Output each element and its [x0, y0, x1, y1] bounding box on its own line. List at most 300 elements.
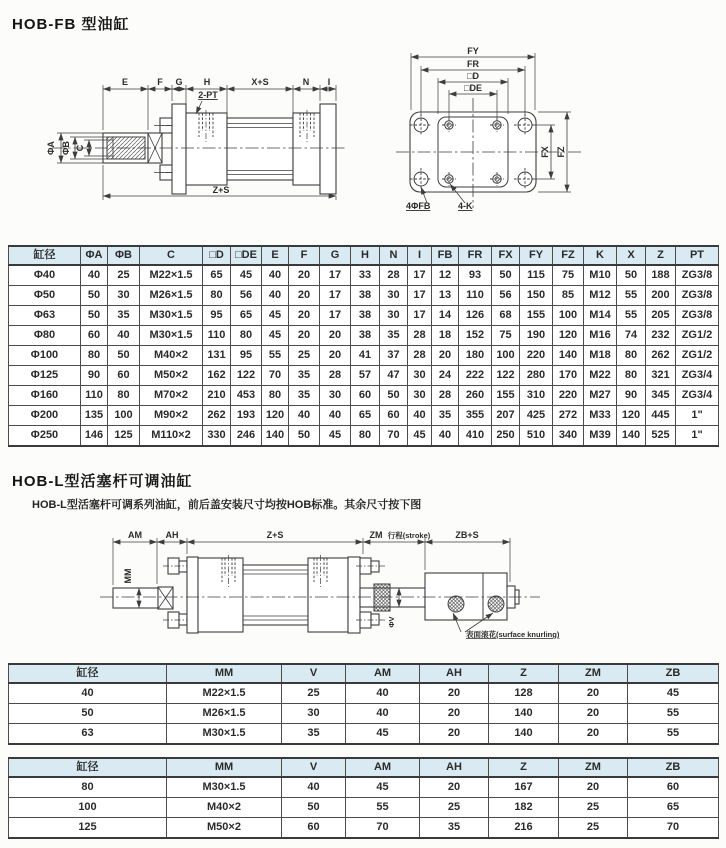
dim-label-zm: ZM [369, 530, 383, 540]
table-cell: 30 [408, 366, 432, 386]
table-cell: 50 [492, 265, 520, 286]
table-cell: 120 [617, 406, 646, 426]
table-cell: 80 [81, 346, 108, 366]
table-cell: M50×2 [140, 366, 203, 386]
table-cell: 525 [646, 426, 676, 447]
table-cell: 90 [81, 366, 108, 386]
table-cell: 220 [553, 386, 584, 406]
dim-label-ah: AH [165, 530, 179, 540]
column-header: □DE [231, 246, 262, 265]
table-cell: 40 [262, 265, 289, 286]
table-cell: 190 [520, 326, 553, 346]
table-cell: 60 [380, 406, 408, 426]
column-header: FB [432, 246, 459, 265]
table-cell: 321 [646, 366, 676, 386]
table-cell: 28 [432, 386, 459, 406]
table-cell: 30 [408, 386, 432, 406]
table-cell: 100 [492, 346, 520, 366]
table-cell: 100 [108, 406, 140, 426]
table-cell: ZG3/8 [676, 265, 719, 286]
table-cell: 60 [81, 326, 108, 346]
table-cell: 45 [231, 265, 262, 286]
table-cell: 125 [9, 818, 167, 839]
table-cell: 30 [108, 286, 140, 306]
table-cell: 80 [617, 346, 646, 366]
table-cell: 40 [262, 286, 289, 306]
table-cell: 70 [380, 426, 408, 447]
table-cell: 74 [617, 326, 646, 346]
column-header: X [617, 246, 646, 265]
table-cell: 35 [108, 306, 140, 326]
column-header: Z [646, 246, 676, 265]
table-cell: 40 [408, 406, 432, 426]
table-cell: 50 [81, 286, 108, 306]
table-cell: 445 [646, 406, 676, 426]
table-cell: 30 [380, 306, 408, 326]
table-cell: 20 [320, 326, 351, 346]
column-header: G [320, 246, 351, 265]
table-row [9, 683, 719, 704]
table-cell: 50 [380, 386, 408, 406]
table-cell: 210 [203, 386, 231, 406]
fb-side-view [46, 77, 346, 200]
table-cell: 55 [628, 704, 719, 724]
dim-label-h: H [203, 77, 211, 87]
table-cell: 90 [617, 386, 646, 406]
table-cell: 453 [231, 386, 262, 406]
column-header: 缸径 [9, 758, 167, 777]
dim-label-e: E [121, 77, 129, 87]
table-cell: 28 [408, 326, 432, 346]
table-cell: 55 [262, 346, 289, 366]
fb-dimension-table [8, 245, 719, 447]
table-row [9, 386, 719, 406]
table-cell: 120 [553, 326, 584, 346]
column-header: F [289, 246, 320, 265]
table-cell: 25 [559, 818, 628, 839]
table-cell: 25 [559, 798, 628, 818]
table-cell: M30×1.5 [167, 777, 282, 798]
table-cell: 28 [408, 346, 432, 366]
dim-label-c: C [75, 144, 85, 152]
table-cell: 40 [346, 704, 420, 724]
table-cell: 33 [351, 265, 380, 286]
table-cell: 38 [351, 326, 380, 346]
dim-label-phi-v: ΦV [387, 616, 396, 628]
l-dimension-table-small-bores [8, 663, 719, 745]
table-cell: 70 [628, 818, 719, 839]
table-cell: 57 [351, 366, 380, 386]
table-cell: 330 [203, 426, 231, 447]
table-cell: 17 [320, 265, 351, 286]
table-cell: M33 [584, 406, 617, 426]
table-cell: 56 [231, 286, 262, 306]
dim-label-am: AM [128, 530, 142, 540]
table-cell: 20 [420, 704, 489, 724]
column-header: Z [489, 664, 559, 683]
table-cell: ZG3/8 [676, 306, 719, 326]
table-cell: 100 [553, 306, 584, 326]
table-cell: 45 [346, 777, 420, 798]
table-cell: 80 [617, 366, 646, 386]
column-header: ΦA [81, 246, 108, 265]
table-cell: M30×1.5 [140, 306, 203, 326]
table-cell: 95 [231, 346, 262, 366]
table-row [9, 326, 719, 346]
column-header: MM [167, 664, 282, 683]
table-cell: 140 [617, 426, 646, 447]
table-cell: 24 [432, 366, 459, 386]
table-cell: M30×1.5 [167, 724, 282, 745]
column-header: C [140, 246, 203, 265]
table-cell: 122 [231, 366, 262, 386]
table-cell: 1" [676, 426, 719, 447]
table-cell: 80 [231, 326, 262, 346]
table-cell: 50 [617, 265, 646, 286]
table-cell: 232 [646, 326, 676, 346]
dim-label-fy: FY [467, 46, 479, 56]
table-cell: 131 [203, 346, 231, 366]
table-cell: 56 [492, 286, 520, 306]
table-cell: 167 [489, 777, 559, 798]
table-cell: 140 [262, 426, 289, 447]
column-header: I [408, 246, 432, 265]
table-cell: 75 [492, 326, 520, 346]
column-header: ΦB [108, 246, 140, 265]
table-cell: 20 [289, 306, 320, 326]
table-cell: 262 [203, 406, 231, 426]
dim-label-zs: Z+S [212, 185, 230, 195]
table-cell: 80 [9, 777, 167, 798]
table-cell: 68 [492, 306, 520, 326]
table-cell: 260 [459, 386, 492, 406]
table-cell: 425 [520, 406, 553, 426]
column-header: AH [420, 758, 489, 777]
table-cell: 80 [351, 426, 380, 447]
table-cell: 155 [520, 306, 553, 326]
table-cell: 13 [432, 286, 459, 306]
table-cell: 128 [489, 683, 559, 704]
table-cell: 63 [9, 724, 167, 745]
table-cell: 25 [289, 346, 320, 366]
column-header: AM [346, 758, 420, 777]
table-cell: 355 [459, 406, 492, 426]
table-cell: 25 [282, 683, 346, 704]
table-cell: 30 [282, 704, 346, 724]
table-cell: 70 [262, 366, 289, 386]
column-header: PT [676, 246, 719, 265]
table-cell: 155 [492, 386, 520, 406]
table-cell: 35 [420, 818, 489, 839]
column-header: E [262, 246, 289, 265]
table-cell: Φ40 [9, 265, 81, 286]
table-row [9, 798, 719, 818]
table-cell: 40 [320, 406, 351, 426]
table-cell: 135 [81, 406, 108, 426]
table-cell: 140 [489, 724, 559, 745]
table-cell: 20 [289, 326, 320, 346]
table-row [9, 426, 719, 447]
table-cell: 17 [320, 286, 351, 306]
dim-label-mm: MM [123, 568, 133, 584]
table-cell: 40 [81, 265, 108, 286]
table-cell: 140 [553, 346, 584, 366]
table-cell: 20 [420, 724, 489, 745]
dim-label-g: G [175, 77, 183, 87]
table-cell: 125 [108, 426, 140, 447]
table-cell: 115 [520, 265, 553, 286]
dim-label-fz: FZ [556, 146, 566, 158]
table-cell: 20 [289, 286, 320, 306]
table-cell: 50 [282, 798, 346, 818]
table-cell: 345 [646, 386, 676, 406]
table-row [9, 346, 719, 366]
table-cell: 55 [617, 286, 646, 306]
column-header: ZB [628, 758, 719, 777]
column-header: V [282, 758, 346, 777]
table-cell: M30×1.5 [140, 326, 203, 346]
table-cell: 40 [346, 683, 420, 704]
table-cell: 35 [432, 406, 459, 426]
table-cell: 41 [351, 346, 380, 366]
table-cell: 17 [408, 265, 432, 286]
section-title-hob-l: HOB-L型活塞杆可调油缸 [12, 473, 193, 490]
table-cell: 45 [628, 683, 719, 704]
table-cell: 122 [492, 366, 520, 386]
table-cell: 28 [380, 265, 408, 286]
header-row [9, 664, 719, 683]
column-header: ZM [559, 664, 628, 683]
l-side-view [100, 530, 560, 639]
table-cell: 25 [420, 798, 489, 818]
table-cell: 80 [108, 386, 140, 406]
table-cell: Φ160 [9, 386, 81, 406]
column-header: FR [459, 246, 492, 265]
table-cell: Φ100 [9, 346, 81, 366]
table-cell: 40 [9, 683, 167, 704]
table-cell: M50×2 [167, 818, 282, 839]
table-cell: 60 [108, 366, 140, 386]
table-cell: 510 [520, 426, 553, 447]
table-cell: 14 [432, 306, 459, 326]
column-header: ZB [628, 664, 719, 683]
table-cell: 65 [351, 406, 380, 426]
table-cell: M12 [584, 286, 617, 306]
table-cell: M110×2 [140, 426, 203, 447]
callout-4fb: 4ΦFB [406, 201, 431, 211]
dim-label-i: I [327, 77, 331, 87]
table-cell: M40×2 [140, 346, 203, 366]
table-row [9, 704, 719, 724]
column-header: K [584, 246, 617, 265]
table-cell: 17 [320, 306, 351, 326]
table-row [9, 366, 719, 386]
table-cell: 80 [262, 386, 289, 406]
table-cell: 45 [320, 426, 351, 447]
fb-flange-view [396, 46, 584, 211]
table-row [9, 818, 719, 839]
table-row [9, 724, 719, 745]
dim-label-d: □D [467, 71, 479, 81]
callout-4k: 4-K [458, 201, 473, 211]
dim-label-phi-a: ΦA [46, 141, 56, 155]
table-cell: Φ250 [9, 426, 81, 447]
table-cell: M26×1.5 [140, 286, 203, 306]
dim-label-fr: FR [467, 59, 479, 69]
table-cell: 110 [81, 386, 108, 406]
table-cell: 55 [346, 798, 420, 818]
table-cell: 65 [203, 265, 231, 286]
table-cell: 35 [289, 386, 320, 406]
table-cell: 75 [553, 265, 584, 286]
table-cell: 38 [351, 286, 380, 306]
table-cell: 100 [9, 798, 167, 818]
fb-port-label [196, 90, 218, 114]
column-header: H [351, 246, 380, 265]
table-cell: 60 [282, 818, 346, 839]
column-header: ZM [559, 758, 628, 777]
table-cell: 85 [553, 286, 584, 306]
table-cell: Φ50 [9, 286, 81, 306]
table-cell: 38 [351, 306, 380, 326]
table-cell: M16 [584, 326, 617, 346]
column-header: 缸径 [9, 664, 167, 683]
table-cell: 126 [459, 306, 492, 326]
table-cell: 262 [646, 346, 676, 366]
table-cell: ZG3/4 [676, 366, 719, 386]
table-cell: 246 [231, 426, 262, 447]
table-cell: 222 [459, 366, 492, 386]
table-row [9, 265, 719, 286]
table-cell: 80 [203, 286, 231, 306]
table-cell: 28 [320, 366, 351, 386]
section-note-hob-l: HOB-L型活塞杆可调系列油缸，前后盖安装尺寸均按HOB标准。其余尺寸按下图 [32, 499, 422, 511]
table-cell: 18 [432, 326, 459, 346]
table-cell: 272 [553, 406, 584, 426]
table-cell: 250 [492, 426, 520, 447]
table-cell: M26×1.5 [167, 704, 282, 724]
hob-l-technical-drawing [0, 520, 726, 660]
table-cell: 146 [81, 426, 108, 447]
table-cell: 216 [489, 818, 559, 839]
table-cell: 50 [289, 426, 320, 447]
table-cell: 35 [380, 326, 408, 346]
table-cell: 30 [320, 386, 351, 406]
table-cell: 50 [81, 306, 108, 326]
table-cell: 193 [231, 406, 262, 426]
table-cell: 140 [489, 704, 559, 724]
table-cell: 35 [289, 366, 320, 386]
table-cell: 207 [492, 406, 520, 426]
table-cell: 20 [432, 346, 459, 366]
dim-label-f: F [157, 77, 163, 87]
column-header: AH [420, 664, 489, 683]
table-cell: M70×2 [140, 386, 203, 406]
table-cell: ZG3/8 [676, 286, 719, 306]
table-cell: 280 [520, 366, 553, 386]
table-cell: 40 [108, 326, 140, 346]
table-cell: 188 [646, 265, 676, 286]
table-cell: 1" [676, 406, 719, 426]
table-cell: M14 [584, 306, 617, 326]
header-row [9, 758, 719, 777]
table-cell: 182 [489, 798, 559, 818]
table-cell: 120 [262, 406, 289, 426]
table-cell: 30 [380, 286, 408, 306]
table-cell: 170 [553, 366, 584, 386]
table-cell: Φ200 [9, 406, 81, 426]
table-cell: 17 [408, 286, 432, 306]
table-cell: 20 [289, 265, 320, 286]
table-cell: 220 [520, 346, 553, 366]
table-cell: 310 [520, 386, 553, 406]
table-cell: 20 [420, 683, 489, 704]
table-cell: M18 [584, 346, 617, 366]
dim-label-phi-b: ΦB [61, 141, 71, 155]
table-cell: 340 [553, 426, 584, 447]
table-cell: 410 [459, 426, 492, 447]
table-cell: 20 [559, 777, 628, 798]
column-header: FY [520, 246, 553, 265]
column-header: V [282, 664, 346, 683]
table-cell: ZG3/4 [676, 386, 719, 406]
l-dimension-table-large-bores [8, 757, 719, 839]
table-cell: 50 [9, 704, 167, 724]
table-cell: 110 [203, 326, 231, 346]
table-cell: 17 [408, 306, 432, 326]
table-cell: 47 [380, 366, 408, 386]
table-cell: 150 [520, 286, 553, 306]
column-header: AM [346, 664, 420, 683]
table-cell: 162 [203, 366, 231, 386]
table-cell: 40 [289, 406, 320, 426]
table-cell: 60 [628, 777, 719, 798]
table-cell: Φ63 [9, 306, 81, 326]
table-cell: 93 [459, 265, 492, 286]
table-cell: M22×1.5 [140, 265, 203, 286]
dim-label-xs: X+S [251, 77, 269, 87]
table-cell: 20 [559, 683, 628, 704]
table-cell: ZG1/2 [676, 346, 719, 366]
table-cell: 65 [628, 798, 719, 818]
table-cell: 70 [346, 818, 420, 839]
column-header: FZ [553, 246, 584, 265]
hob-fb-technical-drawing [0, 30, 726, 235]
table-cell: 65 [231, 306, 262, 326]
port-label-2pt: 2-PT [198, 90, 218, 100]
table-cell: 110 [459, 286, 492, 306]
table-cell: 60 [351, 386, 380, 406]
table-cell: ZG1/2 [676, 326, 719, 346]
table-cell: 20 [320, 346, 351, 366]
table-row [9, 777, 719, 798]
table-row [9, 306, 719, 326]
table-cell: 180 [459, 346, 492, 366]
dim-note-stroke: 行程(stroke) [387, 531, 431, 540]
table-cell: 40 [282, 777, 346, 798]
header-row [9, 246, 719, 265]
table-cell: 45 [262, 306, 289, 326]
column-header: Z [489, 758, 559, 777]
table-cell: 55 [617, 306, 646, 326]
column-header: □D [203, 246, 231, 265]
callout-surface-knurling: 表面滚花(surface knurling) [466, 630, 560, 639]
table-cell: 205 [646, 306, 676, 326]
table-cell: 45 [346, 724, 420, 745]
dim-label-fx: FX [540, 146, 550, 158]
table-cell: 35 [282, 724, 346, 745]
table-cell: Φ125 [9, 366, 81, 386]
